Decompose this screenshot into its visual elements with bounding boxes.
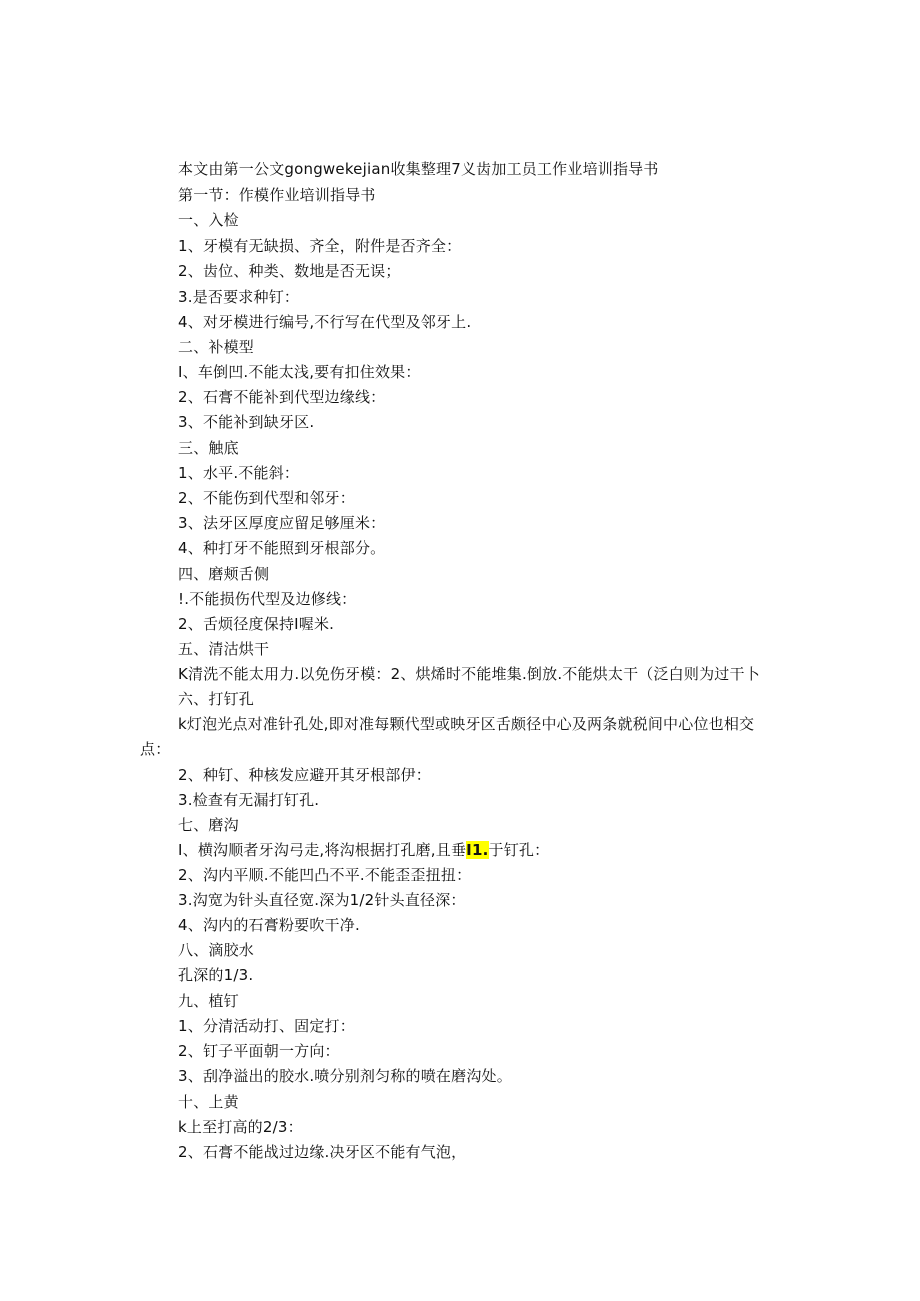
list-item: 4、对牙模进行编号,不行写在代型及邻牙上. — [178, 313, 472, 331]
list-item: 1、分清活动打、固定打： — [178, 1017, 355, 1035]
list-item: 2、齿位、种类、数地是否无误； — [178, 262, 401, 280]
list-item: 3.沟宽为针头直径宽.深为1/2针头直径深： — [178, 891, 466, 909]
list-item: 孔深的1/3. — [178, 966, 254, 984]
list-item — [178, 840, 549, 860]
list-item: 3.是否要求种钉： — [178, 288, 300, 306]
list-item: 2、沟内平顺.不能凹凸不平.不能歪歪扭扭： — [178, 866, 472, 884]
list-item: 2、石膏不能补到代型边缘线： — [178, 388, 386, 406]
list-item: k灯泡光点对准针孔处,即对准每颗代型或映牙区舌颇径中心及两条就税间中心位也相交 — [178, 715, 755, 733]
heading-plant-pins: 九、植钉 — [178, 992, 239, 1010]
list-item-text: I、横沟顺者牙沟弓走,将沟根据打孔磨,且垂 — [178, 841, 467, 859]
heading-drill-pin-holes: 六、打钉孔 — [178, 690, 255, 708]
list-item: 2、石膏不能战过边缘.决牙区不能有气泡， — [178, 1143, 467, 1161]
heading-grind-sides: 四、磨颊舌侧 — [178, 565, 270, 583]
list-item: 3.检查有无漏打钉孔. — [178, 791, 320, 809]
heading-intake-check: 一、入检 — [178, 211, 239, 229]
heading-base-trim: 三、触底 — [178, 439, 239, 457]
list-item-text: 于钉孔： — [488, 841, 550, 859]
list-item: 2、钉子平面朝一方向： — [178, 1042, 340, 1060]
list-item: 3、不能补到缺牙区. — [178, 413, 315, 431]
list-item: I、车倒凹.不能太浅,要有扣住效果： — [178, 363, 421, 381]
list-item: 3、刮净溢出的胶水.喷分别剂匀称的喷在磨沟处。 — [178, 1067, 512, 1085]
list-item: 1、牙模有无缺损、齐全，附件是否齐全： — [178, 237, 462, 255]
list-item: 3、法牙区厚度应留足够厘米： — [178, 514, 386, 532]
section-title: 第一节：作模作业培训指导书 — [178, 186, 376, 204]
highlighted-text: I1. — [466, 841, 489, 859]
list-item: 2、舌烦径度保持I喔米. — [178, 615, 335, 633]
list-item: 2、不能伤到代型和邻牙： — [178, 489, 355, 507]
list-item: !.不能损伤代型及边修线： — [178, 590, 357, 608]
list-item-continuation: 点： — [140, 740, 171, 758]
heading-pour-stone: 十、上黄 — [178, 1093, 239, 1111]
source-line: 本文由第一公文gongwekejian收集整理7义齿加工员工作业培训指导书 — [178, 160, 659, 178]
list-item: K清洗不能太用力.以免伤牙模：2、烘烯时不能堆集.倒放.不能烘太干（泛白则为过干卜 — [178, 665, 760, 683]
list-item: 1、水平.不能斜： — [178, 464, 300, 482]
heading-clean-dry: 五、清沽烘干 — [178, 640, 270, 658]
list-item: 2、种钉、种核发应避开其牙根部伊： — [178, 766, 431, 784]
heading-grind-groove: 七、磨沟 — [178, 816, 239, 834]
list-item: 4、种打牙不能照到牙根部分。 — [178, 539, 386, 557]
list-item: 4、沟内的石膏粉要吹干净. — [178, 916, 360, 934]
list-item: k上至打高的2/3： — [178, 1118, 303, 1136]
heading-apply-glue: 八、滴胶水 — [178, 941, 255, 959]
heading-repair-model: 二、补模型 — [178, 338, 255, 356]
